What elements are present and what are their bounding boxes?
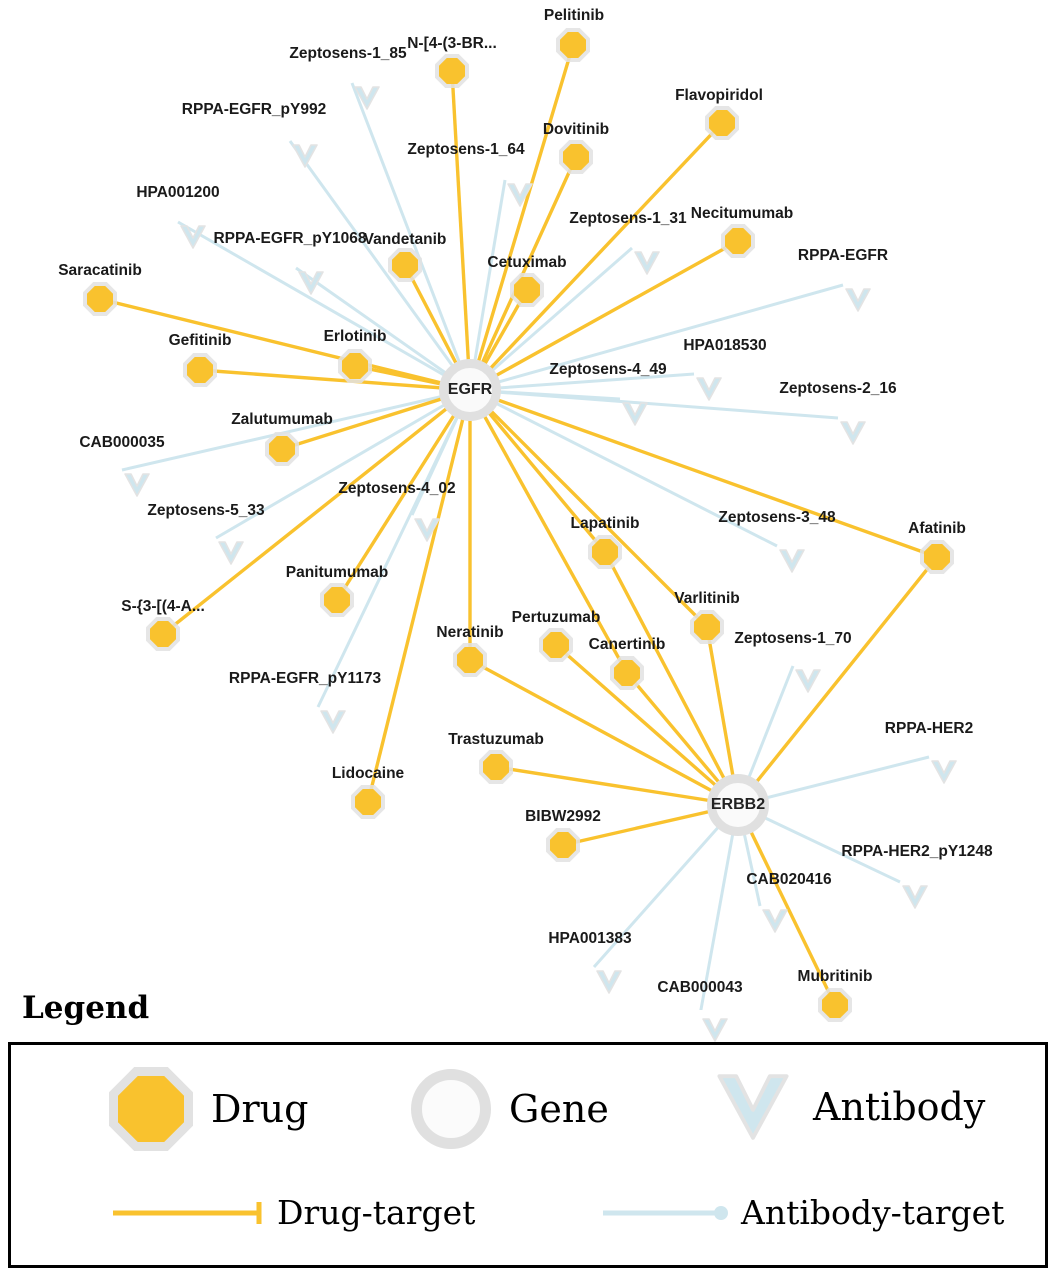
drug-node-label: Necitumumab <box>690 205 794 222</box>
antibody-node-label: RPPA-HER2_pY1248 <box>841 843 993 860</box>
drug-node[interactable] <box>183 353 217 387</box>
drug-node[interactable] <box>539 628 573 662</box>
antibody-node-label: HPA018530 <box>683 337 767 354</box>
drug-node[interactable] <box>479 750 513 784</box>
antibody-node-label: Zeptosens-4_02 <box>338 480 456 497</box>
legend-drug-item <box>109 1067 308 1151</box>
drug-node-label: Gefitinib <box>168 332 232 349</box>
drug-node[interactable] <box>435 54 469 88</box>
drug-node-label: Canertinib <box>588 636 666 653</box>
gene-node-label: ERBB2 <box>710 796 766 813</box>
drug-node[interactable] <box>146 617 180 651</box>
legend-antibody-label: Antibody <box>813 1085 986 1129</box>
drug-node-label: Erlotinib <box>323 328 387 345</box>
antibody-target-edge-icon <box>601 1198 731 1228</box>
drug-node[interactable] <box>338 349 372 383</box>
legend-gene-item <box>411 1069 609 1149</box>
drug-icon <box>109 1067 193 1151</box>
drug-node-label: N-[4-(3-BR... <box>407 35 497 52</box>
antibody-node-label: HPA001383 <box>548 930 632 947</box>
drug-node[interactable] <box>818 988 852 1022</box>
drug-target-edge <box>738 557 937 805</box>
drug-node-label: Zalutumumab <box>231 411 333 428</box>
drug-target-edge <box>470 390 707 627</box>
drug-node-label: Cetuximab <box>487 254 567 271</box>
drug-node-label: Trastuzumab <box>448 731 544 748</box>
legend-title: Legend <box>22 990 150 1026</box>
drug-node[interactable] <box>556 28 590 62</box>
drug-node[interactable] <box>546 828 580 862</box>
antibody-target-edge <box>318 390 470 707</box>
legend-antibody-edge-item <box>601 1193 1004 1232</box>
antibody-node-label: Zeptosens-1_64 <box>407 141 525 158</box>
antibody-node-label: RPPA-HER2 <box>884 720 974 737</box>
antibody-node-label: Zeptosens-3_48 <box>718 509 836 526</box>
antibody-node-label: Zeptosens-1_85 <box>289 45 407 62</box>
drug-node-label: BIBW2992 <box>525 808 601 825</box>
gene-node-label: EGFR <box>447 381 493 398</box>
drug-target-edge <box>470 45 573 390</box>
antibody-node-label: RPPA-EGFR_pY1173 <box>228 670 382 687</box>
antibody-node-label: CAB020416 <box>746 871 832 888</box>
antibody-node-label: HPA001200 <box>136 184 220 201</box>
antibody-node-label: RPPA-EGFR <box>797 247 889 264</box>
legend-antibody-item <box>711 1065 985 1149</box>
antibody-node-label: CAB000043 <box>657 979 743 996</box>
drug-node-label: Pertuzumab <box>511 609 601 626</box>
drug-node-label: Panitumumab <box>285 564 389 581</box>
legend-gene-label: Gene <box>509 1087 609 1131</box>
drug-node[interactable] <box>705 106 739 140</box>
drug-node[interactable] <box>320 583 354 617</box>
legend-box <box>8 1042 1048 1268</box>
drug-node[interactable] <box>588 535 622 569</box>
drug-node[interactable] <box>510 273 544 307</box>
antibody-icon <box>711 1065 795 1149</box>
drug-node[interactable] <box>351 785 385 819</box>
legend-drug-label: Drug <box>211 1087 309 1131</box>
drug-node[interactable] <box>559 140 593 174</box>
drug-node-label: Dovitinib <box>542 121 610 138</box>
drug-node[interactable] <box>690 610 724 644</box>
legend-drug-target-label: Drug-target <box>277 1193 476 1232</box>
antibody-node-label: Zeptosens-4_49 <box>549 361 667 378</box>
drug-node[interactable] <box>721 224 755 258</box>
drug-node-label: Saracatinib <box>58 262 142 279</box>
drug-node-label: Pelitinib <box>543 7 605 24</box>
drug-node-label: Mubritinib <box>797 968 873 985</box>
drug-node[interactable] <box>388 248 422 282</box>
drug-target-edge-icon <box>111 1198 267 1228</box>
drug-node-label: Lidocaine <box>331 765 405 782</box>
drug-node-label: Varlitinib <box>674 590 740 607</box>
drug-node-label: Afatinib <box>908 520 966 537</box>
antibody-node-label: Zeptosens-5_33 <box>147 502 265 519</box>
drug-node-label: Neratinib <box>436 624 504 641</box>
drug-node-label: Flavopiridol <box>675 87 763 104</box>
antibody-node-label: Zeptosens-1_31 <box>569 210 687 227</box>
drug-target-edge <box>452 71 470 390</box>
antibody-node-label: RPPA-EGFR_pY992 <box>181 101 327 118</box>
drug-node[interactable] <box>265 432 299 466</box>
drug-node[interactable] <box>83 282 117 316</box>
antibody-node-label: Zeptosens-2_16 <box>779 380 897 397</box>
gene-icon <box>411 1069 491 1149</box>
drug-node[interactable] <box>453 643 487 677</box>
legend-drug-edge-item <box>111 1193 475 1232</box>
antibody-node-label: CAB000035 <box>79 434 165 451</box>
drug-node[interactable] <box>610 656 644 690</box>
drug-node[interactable] <box>920 540 954 574</box>
drug-node-label: Lapatinib <box>570 515 640 532</box>
drug-node-label: Vandetanib <box>363 231 447 248</box>
antibody-node-label: RPPA-EGFR_pY1068 <box>213 230 367 247</box>
legend-antibody-target-label: Antibody-target <box>741 1193 1005 1232</box>
antibody-node-label: Zeptosens-1_70 <box>734 630 852 647</box>
drug-node-label: S-{3-[(4-A... <box>121 598 205 615</box>
